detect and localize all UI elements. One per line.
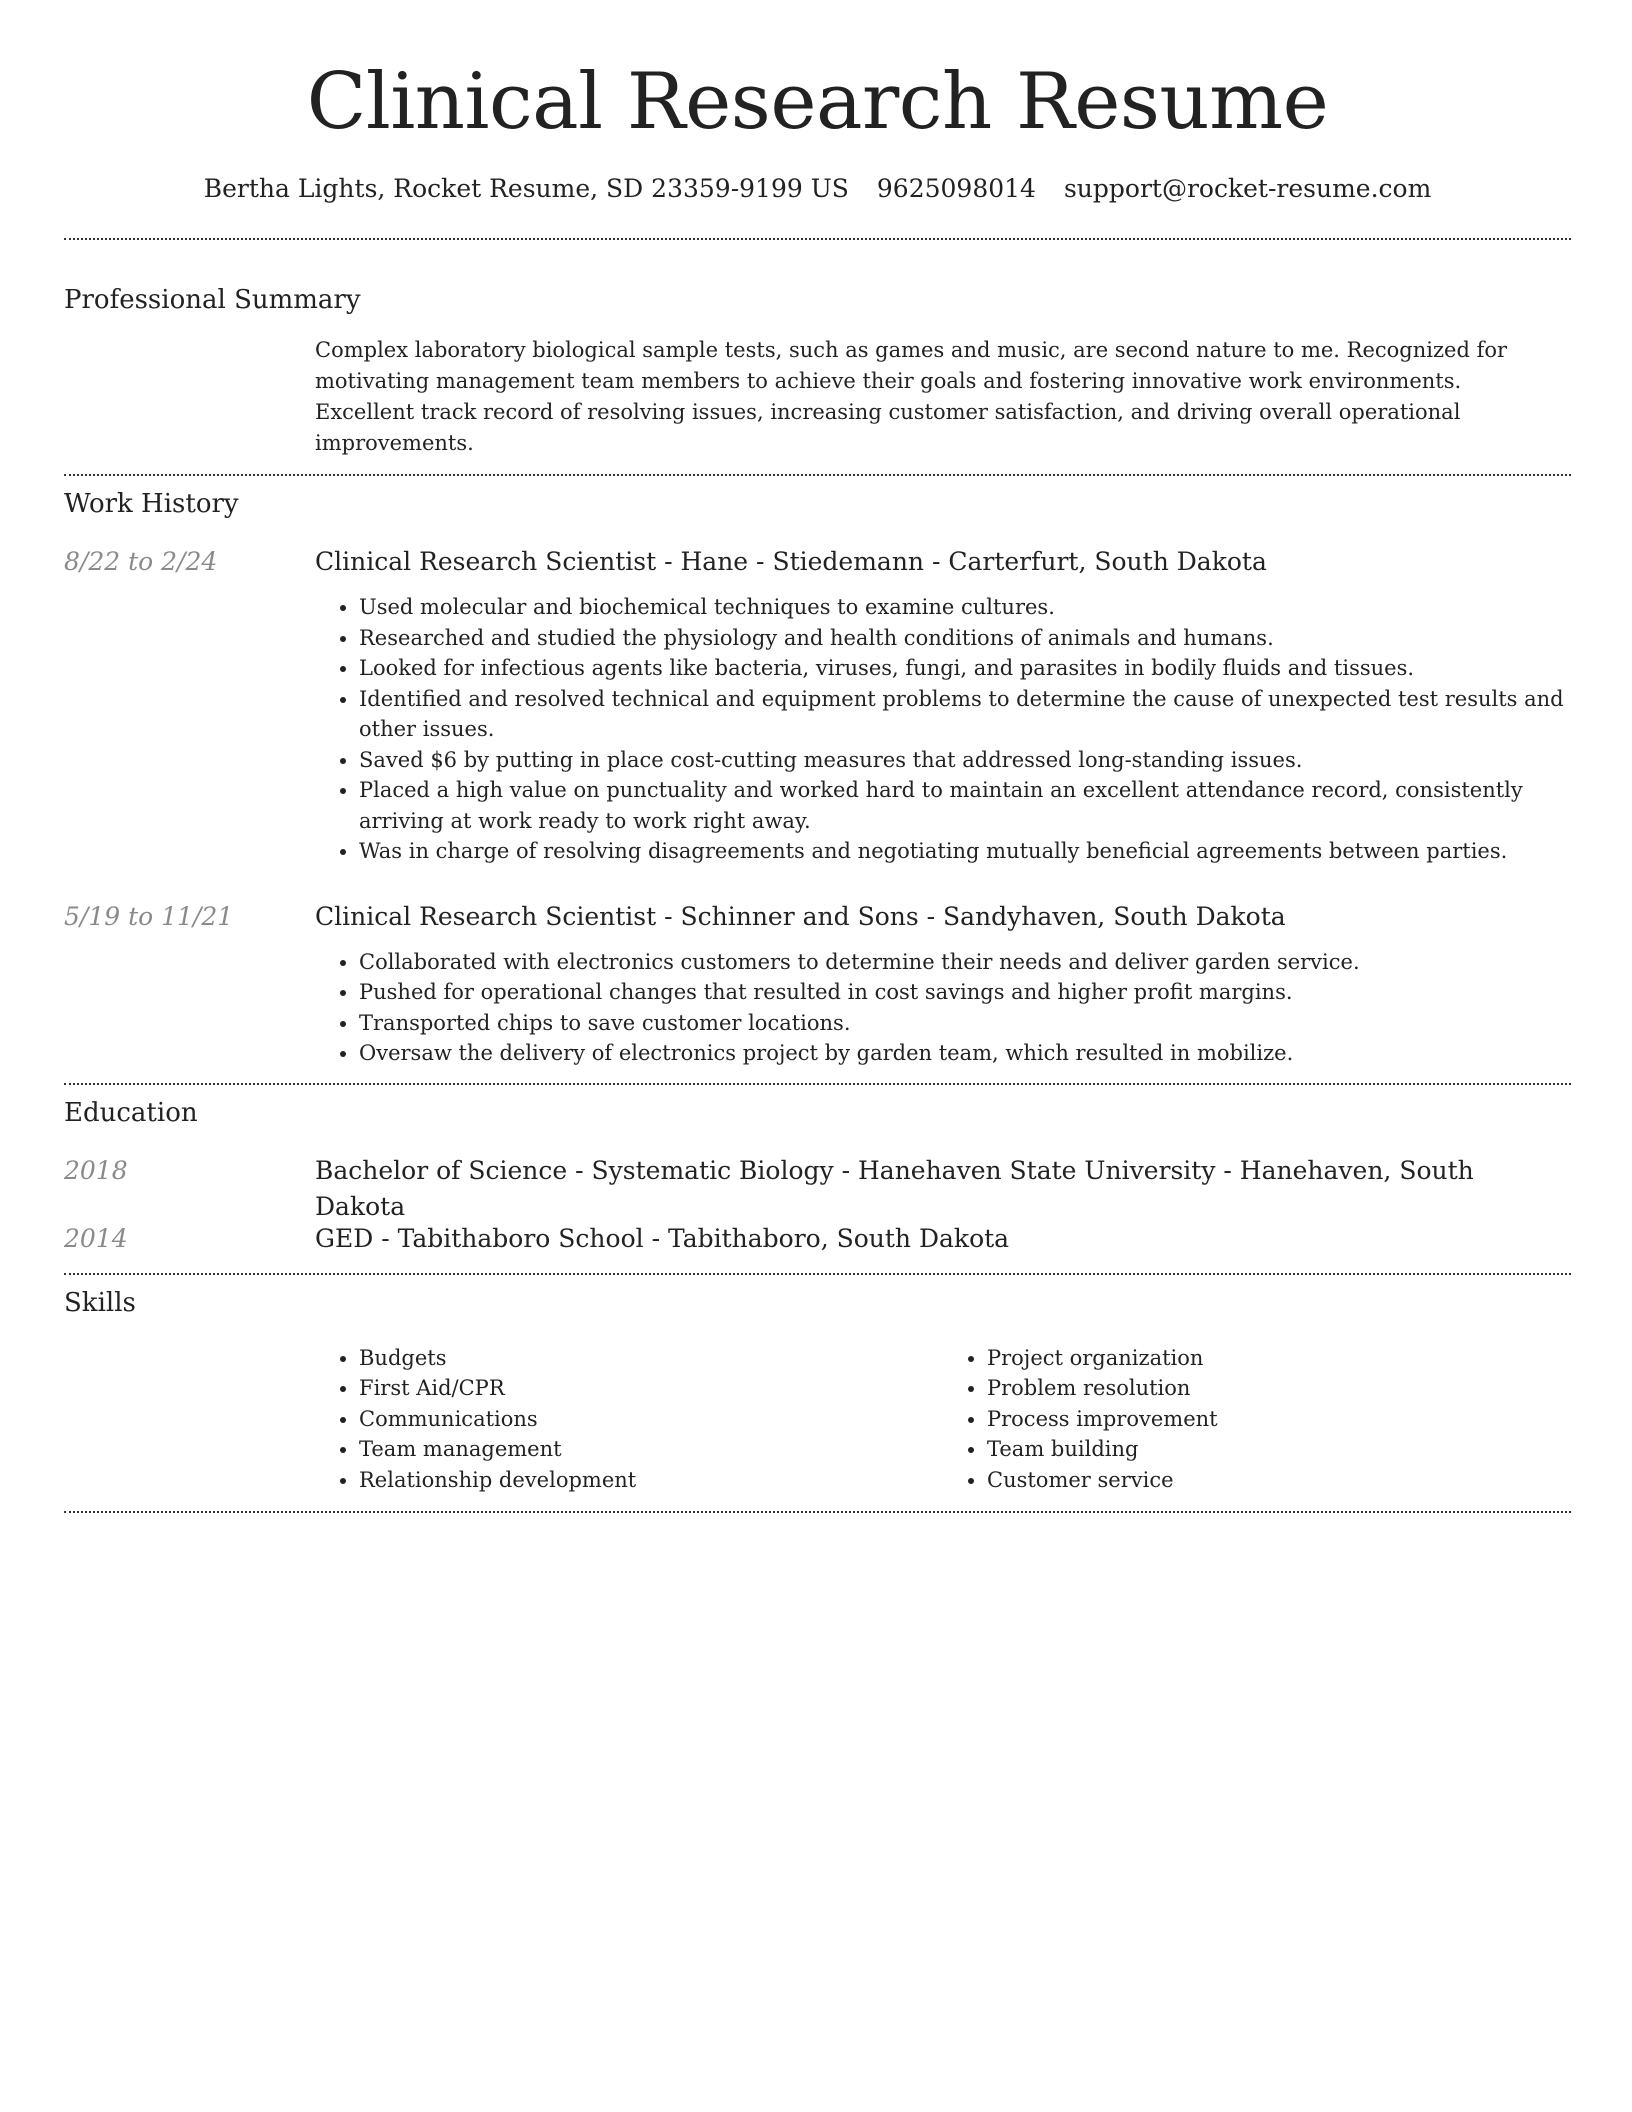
summary-heading: Professional Summary	[64, 285, 361, 315]
job-bullets	[315, 947, 1571, 1069]
summary-section	[64, 282, 1571, 459]
list-item: • Oversaw the delivery of electronics project by garden team, which resulted in mobilize.	[359, 1038, 1571, 1069]
list-item: • Customer service	[987, 1465, 1571, 1496]
list-item: • Placed a high value on punctuality and worked hard to maintain an excellent attendance record, consistently arriving at work ready to work right away.	[359, 775, 1571, 836]
divider	[64, 1273, 1571, 1275]
education-year: 2014	[64, 1223, 128, 1253]
summary-text: Complex laboratory biological sample tests, such as games and music, are second nature to me. Recognized for motivating management team members to achieve their goals and fostering innovative work environments. Excellent track record of resolving issues, increasing customer satisfaction, and driving overall operational improvements.	[315, 338, 1508, 455]
education-heading: Education	[64, 1097, 198, 1128]
skills-list-left	[315, 1343, 943, 1496]
skills-list-right	[943, 1343, 1571, 1496]
divider	[64, 1511, 1571, 1513]
job-heading	[315, 899, 1571, 935]
list-item: • Saved $6 by putting in place cost-cutting measures that addressed long-standing issues.	[359, 745, 1571, 776]
job-dates: 5/19 to 11/21	[64, 901, 234, 931]
list-item: • Problem resolution	[987, 1373, 1571, 1404]
list-item: • Process improvement	[987, 1404, 1571, 1435]
list-item: • Team management	[359, 1434, 943, 1465]
education-details: Bachelor of Science - Systematic Biology - Hanehaven State University - Hanehaven, South Dakota	[315, 1155, 1474, 1221]
list-item: • Used molecular and biochemical techniques to examine cultures.	[359, 592, 1571, 623]
job-entry	[64, 899, 1571, 1069]
divider	[64, 238, 1571, 240]
job-details: - Schinner and Sons - Sandyhaven, South Dakota	[656, 901, 1286, 931]
job-bullets	[315, 592, 1571, 867]
list-item: • Researched and studied the physiology and health conditions of animals and humans.	[359, 623, 1571, 654]
divider	[64, 474, 1571, 476]
skills-columns	[315, 1343, 1571, 1496]
list-item: • Looked for infectious agents like bacteria, viruses, fungi, and parasites in bodily fluids and tissues.	[359, 653, 1571, 684]
resume-page	[64, 0, 1571, 1513]
job-dates: 8/22 to 2/24	[64, 547, 218, 576]
education-section	[64, 1095, 1571, 1257]
list-item: • First Aid/CPR	[359, 1373, 943, 1404]
job-details: - Hane - Stiedemann - Carterfurt, South Dakota	[656, 547, 1267, 576]
contact-address: Bertha Lights, Rocket Resume, SD 23359-9199 US	[203, 174, 849, 203]
list-item: • Relationship development	[359, 1465, 943, 1496]
job-title: Clinical Research Scientist	[315, 547, 657, 576]
contact-phone: 9625098014	[876, 174, 1036, 203]
job-heading	[315, 544, 1571, 580]
work-heading: Work History	[64, 489, 239, 519]
education-year: 2018	[64, 1155, 128, 1185]
job-title: Clinical Research Scientist	[315, 901, 657, 931]
list-item: • Team building	[987, 1434, 1571, 1465]
list-item: • Transported chips to save customer locations.	[359, 1008, 1571, 1039]
page-title: Clinical Research Resume	[306, 57, 1329, 147]
education-entry	[64, 1221, 1571, 1257]
education-entry	[64, 1153, 1571, 1221]
work-section	[64, 486, 1571, 1069]
list-item: • Identified and resolved technical and equipment problems to determine the cause of unexpected test results and other issues.	[359, 684, 1571, 745]
list-item: • Collaborated with electronics customers to determine their needs and deliver garden service.	[359, 947, 1571, 978]
divider	[64, 1083, 1571, 1085]
skills-heading: Skills	[64, 1287, 136, 1318]
list-item: • Budgets	[359, 1343, 943, 1374]
list-item: • Communications	[359, 1404, 943, 1435]
contact-line	[64, 172, 1571, 206]
list-item: • Pushed for operational changes that resulted in cost savings and higher profit margins.	[359, 977, 1571, 1008]
list-item: • Project organization	[987, 1343, 1571, 1374]
education-details: GED - Tabithaboro School - Tabithaboro, South Dakota	[315, 1223, 1010, 1253]
skills-section	[64, 1285, 1571, 1496]
contact-email: support@rocket-resume.com	[1063, 174, 1432, 203]
job-entry	[64, 544, 1571, 867]
list-item: • Was in charge of resolving disagreements and negotiating mutually beneficial agreements between parties.	[359, 836, 1571, 867]
